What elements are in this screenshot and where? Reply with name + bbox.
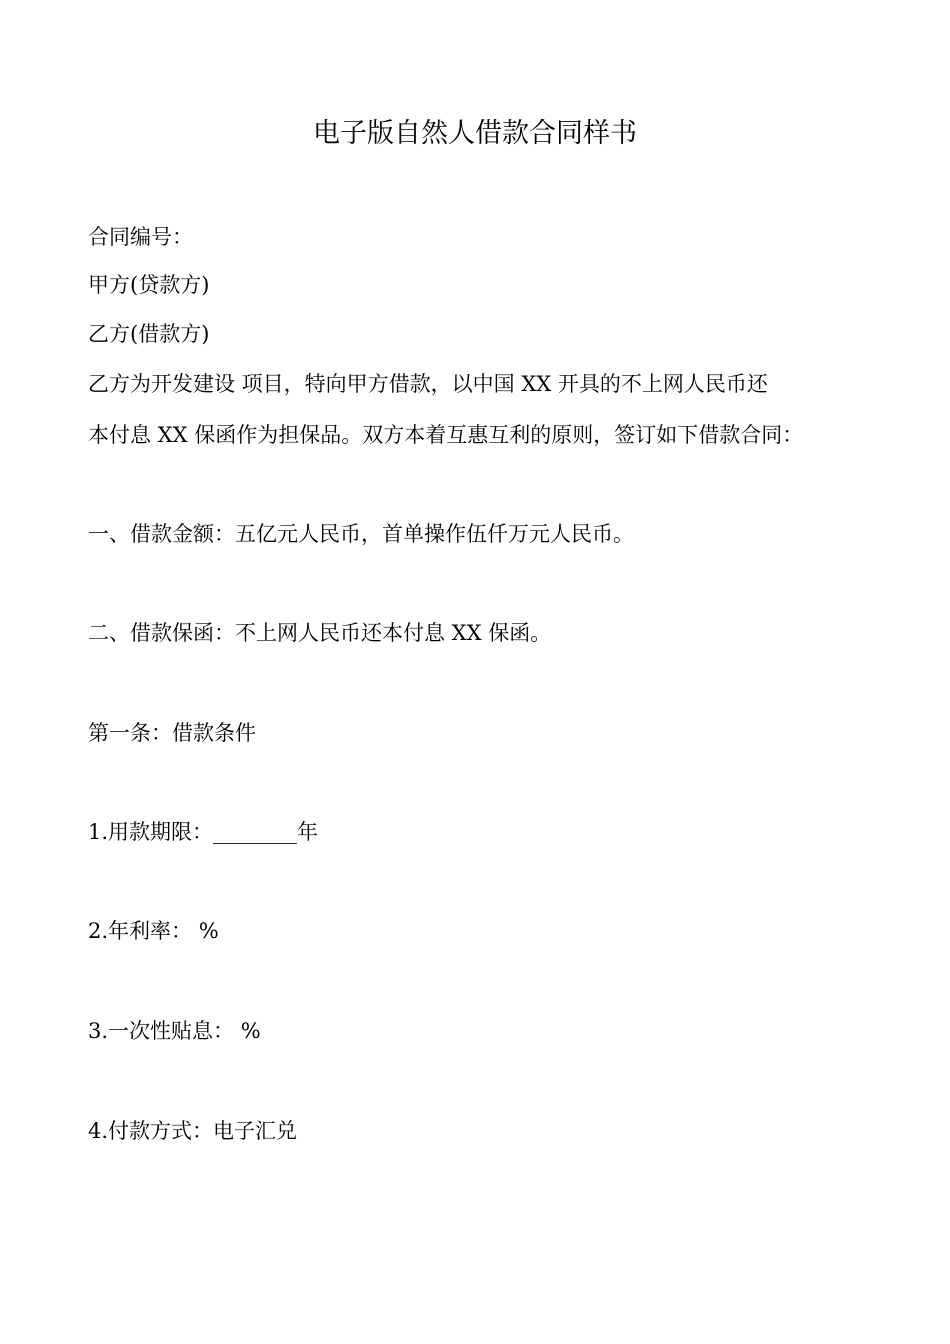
contract-number-label: 合同编号： bbox=[88, 225, 193, 249]
page-title: 电子版自然人借款合同样书 bbox=[313, 118, 637, 149]
party-a-label: 甲方(贷款方) bbox=[88, 273, 210, 297]
annual-rate-item: 2.年利率： % bbox=[88, 919, 219, 943]
preamble-line-2: 本付息 XX 保函作为担保品。双方本着互惠互利的原则，签订如下借款合同： bbox=[88, 423, 804, 447]
payment-method-item: 4.付款方式：电子汇兑 bbox=[88, 1119, 298, 1143]
article-1-heading: 第一条：借款条件 bbox=[88, 721, 256, 745]
party-b-label: 乙方(借款方) bbox=[88, 322, 210, 346]
term-item: 1.用款期限：________年 bbox=[88, 820, 319, 844]
clause-loan-amount: 一、借款金额：五亿元人民币，首单操作伍仟万元人民币。 bbox=[88, 522, 634, 546]
clause-loan-guarantee: 二、借款保函：不上网人民币还本付息 XX 保函。 bbox=[88, 621, 552, 645]
preamble-line-1: 乙方为开发建设 项目，特向甲方借款，以中国 XX 开具的不上网人民币还 bbox=[88, 372, 768, 396]
one-time-interest-item: 3.一次性贴息： % bbox=[88, 1019, 261, 1043]
